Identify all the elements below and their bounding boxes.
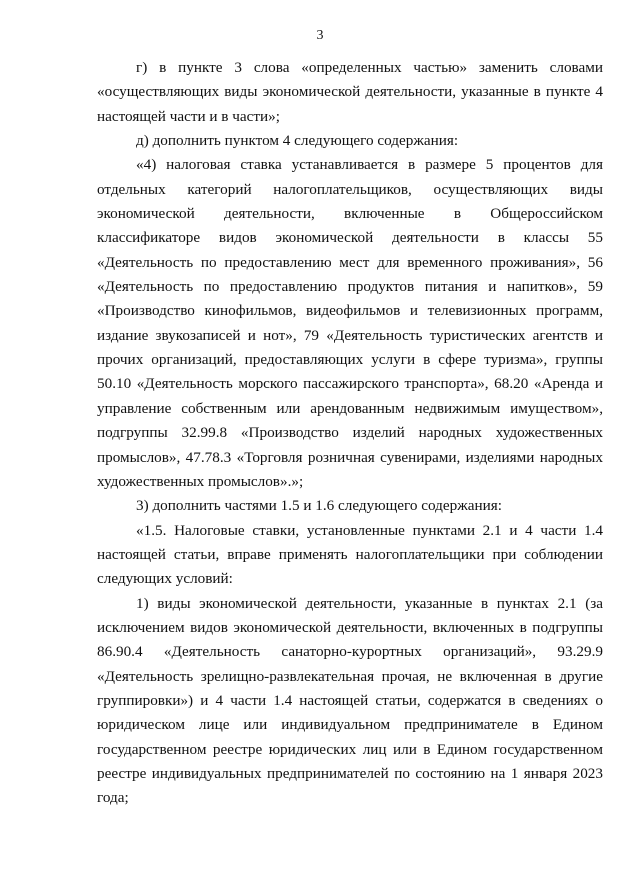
paragraph-condition-1: 1) виды экономической деятельности, указанные в пунктах 2.1 (за исключением видов экономической деятельности, включенных в подгруппы 86.90.4 «Деятельность санаторно-курортных организаций», 93.29.9 «Деятельность зрелищно-развлекательная прочая, не включенная в другие группировки») и 4 части 1.4 настоящей статьи, содержатся в сведениях о юридическом лице или индивидуальном предпринимателе в Едином государственном реестре юридических лиц или в Едином государственном реестре индивидуальных предпринимателей по состоянию на 1 января 2023 года; xyxy=(97,594,603,807)
paragraph-item-g: г) в пункте 3 слова «определенных частью» заменить словами «осуществляющих виды экономической деятельности, указанные в пункте 4 настоящей части и в части»; xyxy=(97,59,603,125)
paragraph-point-4: «4) налоговая ставка устанавливается в размере 5 процентов для отдельных категорий налогоплательщиков, осуществляющих виды экономической деятельности, включенные в Общероссийском классификаторе видов экономической деятельности в классы 55 «Деятельность по предоставлению мест для временного проживания», 56 «Деятельность по предоставлению продуктов питания и напитков», 59 «Производство кинофильмов, видеофильмов и телевизионных программ, издание звукозаписей и нот», 79 «Деятельность туристических агентств и прочих организаций, предоставляющих услуги в сфере туризма», группы 50.10 «Деятельность морского пассажирского транспорта», 68.20 «Аренда и управление собственным или арендованным недвижимым имуществом», подгруппы 32.99.8 «Производство изделий народных художественных промыслов», 47.78.3 «Торговля розничная сувенирами, изделиями народных художественных промыслов».»; xyxy=(97,156,603,490)
page-number: 3 xyxy=(316,28,324,43)
paragraph-item-3: 3) дополнить частями 1.5 и 1.6 следующего содержания: xyxy=(136,497,502,515)
paragraph-part-1-5: «1.5. Налоговые ставки, установленные пунктами 2.1 и 4 части 1.4 настоящей статьи, вправе применять налогоплательщики при соблюдении следующих условий: xyxy=(97,521,603,588)
document-body xyxy=(97,56,603,811)
paragraph-item-d: д) дополнить пунктом 4 следующего содержания: xyxy=(136,132,459,150)
